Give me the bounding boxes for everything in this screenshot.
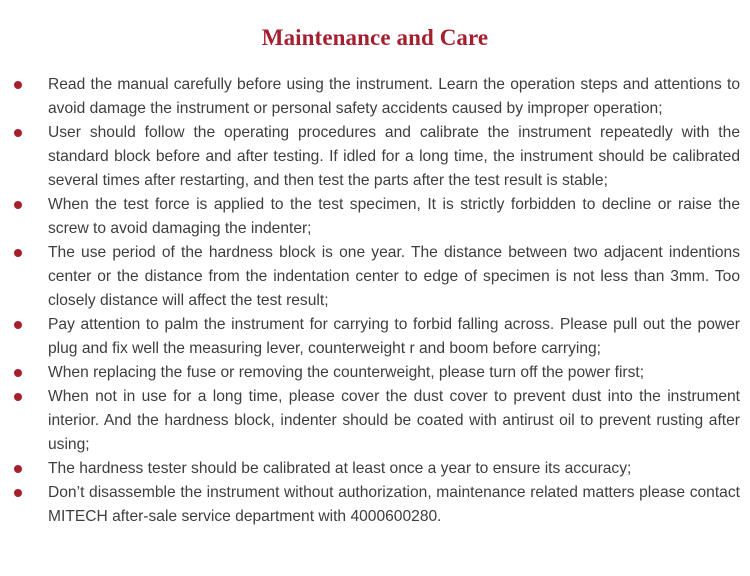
list-item-text: When replacing the fuse or removing the counterweight, please turn off the power first; [48, 364, 645, 381]
bullet-icon [14, 81, 22, 89]
list-item [0, 193, 750, 241]
bullet-icon [14, 369, 22, 377]
bullet-icon [14, 129, 22, 137]
bullet-icon [14, 249, 22, 257]
bullet-icon [14, 489, 22, 497]
list-item [0, 361, 750, 385]
list-item [0, 73, 750, 121]
list-item [0, 457, 750, 481]
list-item-text: When the test force is applied to the test specimen, It is strictly forbidden to decline or raise the screw to avoid damaging the indenter; [48, 196, 740, 237]
list-item [0, 313, 750, 361]
list-item-text: The use period of the hardness block is one year. The distance between two adjacent indentions center or the distance from the indentation center to edge of specimen is not less than 3mm. Too closely distance will affect the test result; [48, 244, 740, 309]
list-item [0, 241, 750, 313]
list-item-text: Read the manual carefully before using the instrument. Learn the operation steps and attentions to avoid damage the instrument or personal safety accidents caused by improper operation; [48, 76, 740, 117]
bullet-icon [14, 321, 22, 329]
bullet-icon [14, 201, 22, 209]
list-item-text: User should follow the operating procedures and calibrate the instrument repeatedly with the standard block before and after testing. If idled for a long time, the instrument should be calibrated several times after restarting, and then test the parts after the test result is stable; [48, 124, 740, 189]
list-item-text: Don’t disassemble the instrument without authorization, maintenance related matters please contact MITECH after-sale service department with 4000600280. [48, 484, 740, 525]
list-item [0, 481, 750, 529]
list-item [0, 121, 750, 193]
list-item-text: The hardness tester should be calibrated at least once a year to ensure its accuracy; [48, 460, 632, 477]
list-item-text: When not in use for a long time, please cover the dust cover to prevent dust into the instrument interior. And the hardness block, indenter should be coated with antirust oil to prevent rusting after using; [48, 388, 740, 453]
list-item-text: Pay attention to palm the instrument for carrying to forbid falling across. Please pull out the power plug and fix well the measuring lever, counterweight r and boom before carrying; [48, 316, 740, 357]
page-title: Maintenance and Care [261, 25, 489, 50]
maintenance-list [0, 73, 750, 529]
bullet-icon [14, 465, 22, 473]
bullet-icon [14, 393, 22, 401]
list-item [0, 385, 750, 457]
